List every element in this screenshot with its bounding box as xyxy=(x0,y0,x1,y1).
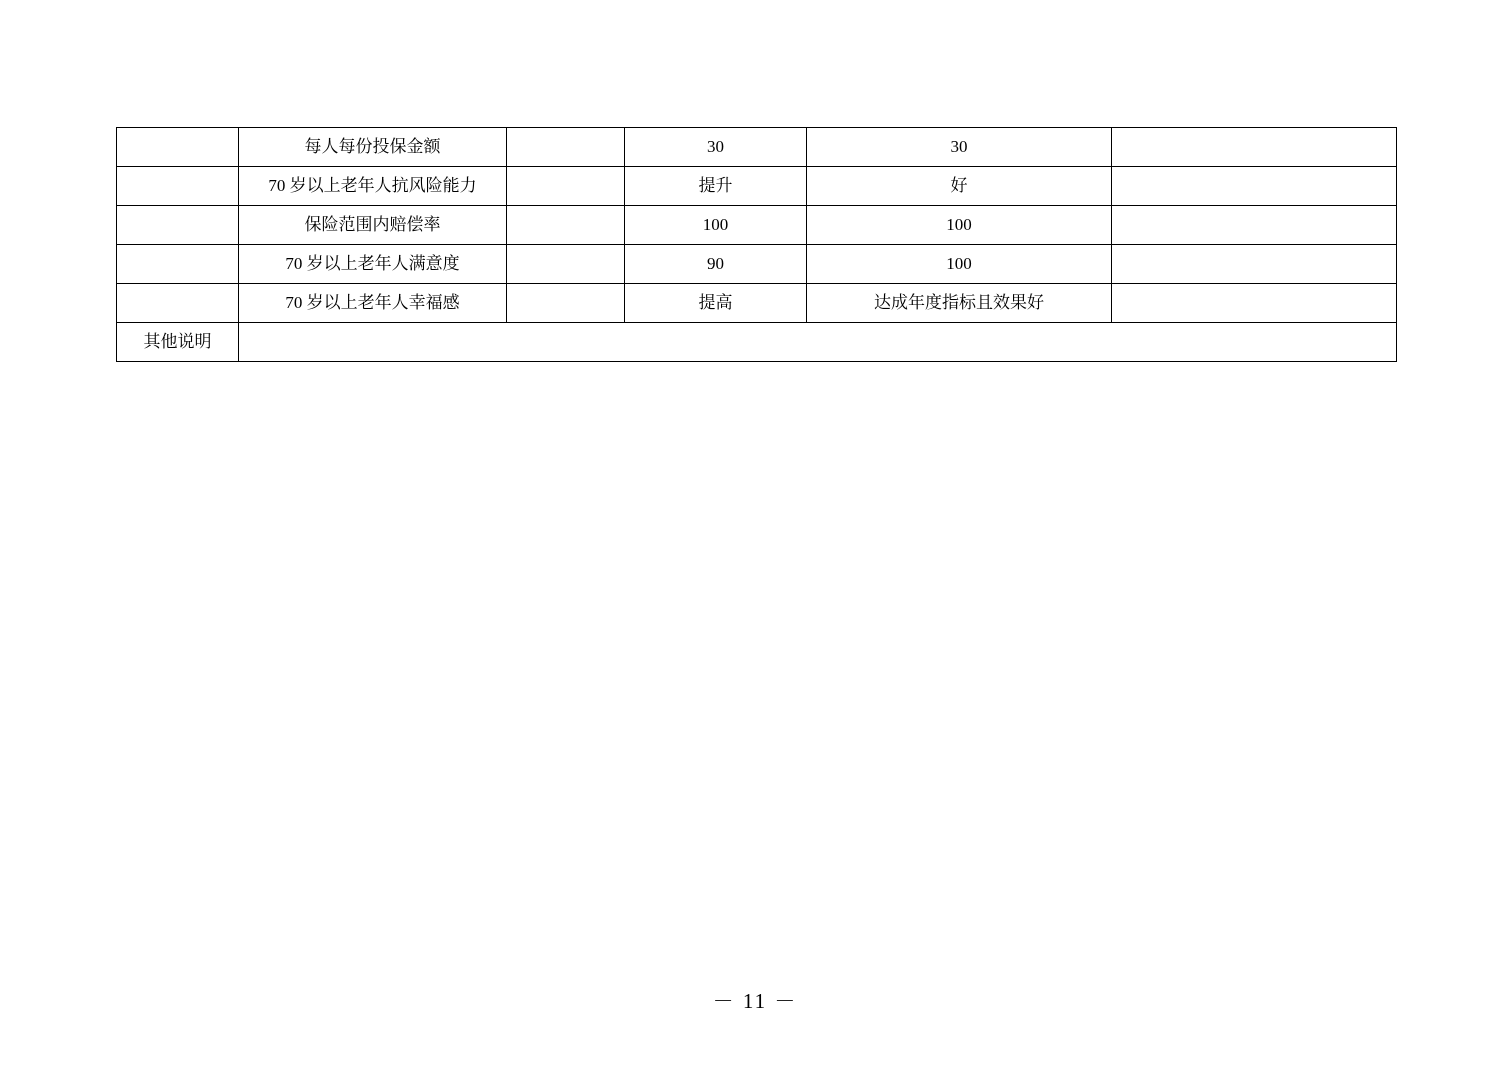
cell-actual: 30 xyxy=(807,128,1112,167)
cell-target: 30 xyxy=(625,128,807,167)
table-row xyxy=(117,128,1397,167)
cell-indicator: 保险范围内赔偿率 xyxy=(239,206,507,245)
table-row xyxy=(117,206,1397,245)
cell-unit xyxy=(507,167,625,206)
cell-indicator: 70 岁以上老年人抗风险能力 xyxy=(239,167,507,206)
cell-category xyxy=(117,206,239,245)
cell-unit xyxy=(507,206,625,245)
cell-category xyxy=(117,245,239,284)
cell-note xyxy=(1112,206,1397,245)
cell-other-label: 其他说明 xyxy=(117,323,239,362)
cell-target: 提升 xyxy=(625,167,807,206)
cell-category xyxy=(117,284,239,323)
table-row-other-notes xyxy=(117,323,1397,362)
cell-category xyxy=(117,167,239,206)
cell-actual: 达成年度指标且效果好 xyxy=(807,284,1112,323)
cell-unit xyxy=(507,284,625,323)
cell-note xyxy=(1112,128,1397,167)
cell-actual: 好 xyxy=(807,167,1112,206)
cell-note xyxy=(1112,284,1397,323)
table-row xyxy=(117,284,1397,323)
cell-indicator: 70 岁以上老年人幸福感 xyxy=(239,284,507,323)
cell-target: 90 xyxy=(625,245,807,284)
cell-indicator: 70 岁以上老年人满意度 xyxy=(239,245,507,284)
cell-unit xyxy=(507,128,625,167)
table-row xyxy=(117,167,1397,206)
page-number-text: － 11 － xyxy=(712,989,798,1013)
page-number xyxy=(0,985,1510,1015)
cell-unit xyxy=(507,245,625,284)
cell-actual: 100 xyxy=(807,206,1112,245)
cell-target: 提高 xyxy=(625,284,807,323)
cell-other-value xyxy=(239,323,1397,362)
performance-indicator-table xyxy=(116,127,1396,362)
table-row xyxy=(117,245,1397,284)
cell-note xyxy=(1112,245,1397,284)
cell-target: 100 xyxy=(625,206,807,245)
cell-actual: 100 xyxy=(807,245,1112,284)
cell-note xyxy=(1112,167,1397,206)
cell-category xyxy=(117,128,239,167)
indicator-table xyxy=(116,127,1397,362)
cell-indicator: 每人每份投保金额 xyxy=(239,128,507,167)
